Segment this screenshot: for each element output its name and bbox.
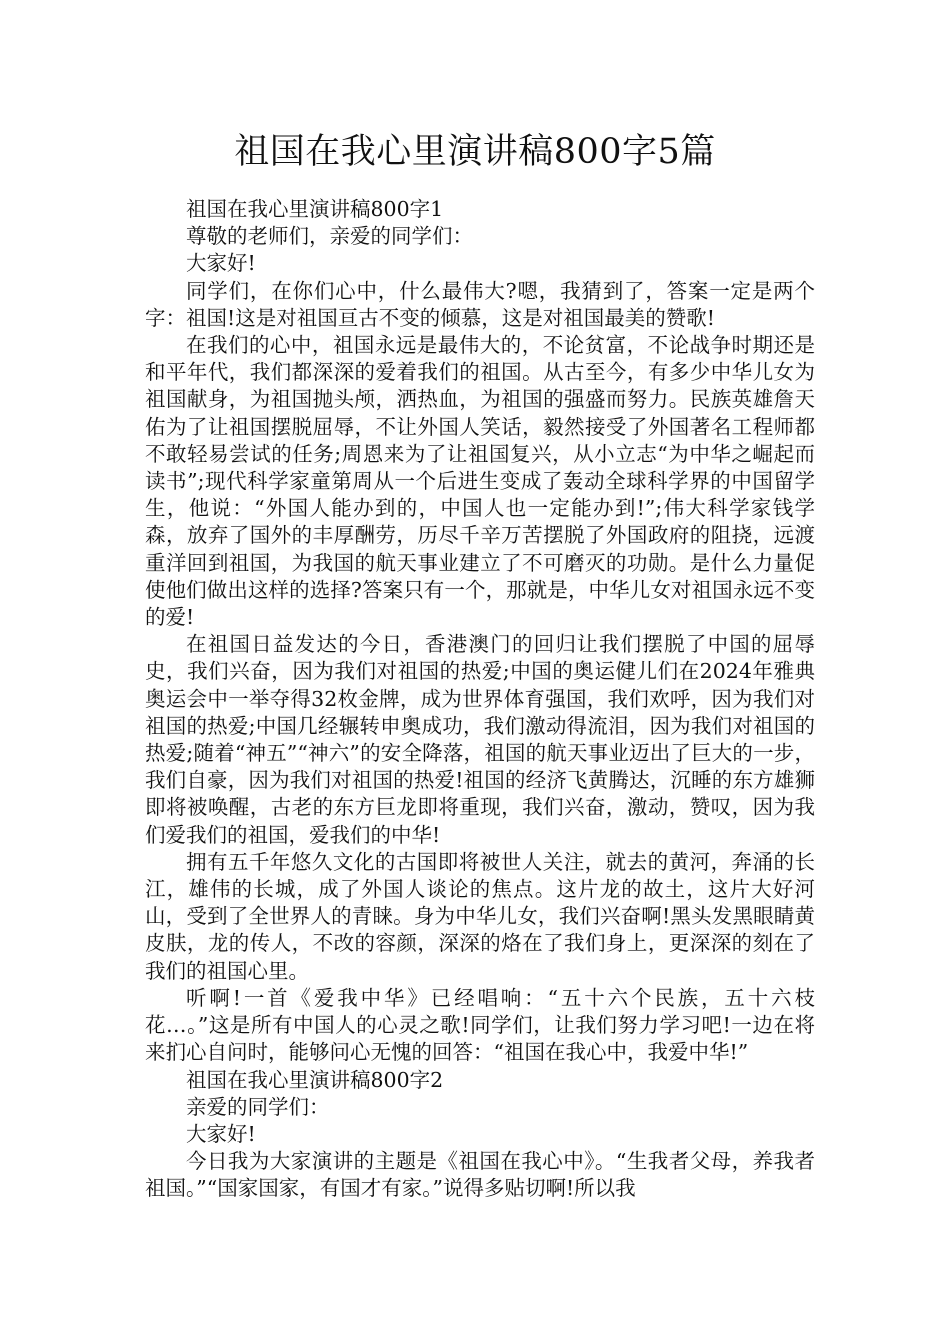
- document-body: [145, 196, 815, 1203]
- body-paragraph: 在祖国日益发达的今日，香港澳门的回归让我们摆脱了中国的屈辱史，我们兴奋，因为我们对祖国的热爱;中国的奥运健儿们在2024年雅典奥运会中一举夺得32枚金牌，成为世界体育强国，我们欢呼，因为我们对祖国的热爱;中国几经辗转申奥成功，我们激动得流泪，因为我们对祖国的热爱;随着“神五”“神六”的安全降落，祖国的航天事业迈出了巨大的一步，我们自豪，因为我们对祖国的热爱!祖国的经济飞黄腾达，沉睡的东方雄狮即将被唤醒，古老的东方巨龙即将重现，我们兴奋，激动，赞叹，因为我们爱我们的祖国，爱我们的中华!: [145, 632, 815, 847]
- body-paragraph: 今日我为大家演讲的主题是《祖国在我心中》。“生我者父母，养我者祖国。”“国家国家，有国才有家。”说得多贴切啊!所以我: [145, 1149, 815, 1201]
- greeting: 大家好!: [186, 1121, 256, 1146]
- body-paragraph: 在我们的心中，祖国永远是最伟大的，不论贫富，不论战争时期还是和平年代，我们都深深的爱着我们的祖国。从古至今，有多少中华儿女为祖国献身，为祖国抛头颅，洒热血，为祖国的强盛而努力。民族英雄詹天佑为了让祖国摆脱屈辱，不让外国人笑话，毅然接受了外国著名工程师都不敢轻易尝试的任务;周恩来为了让祖国复兴，从小立志“为中华之崛起而读书”;现代科学家童第周从一个后进生变成了轰动全球科学界的中国留学生，他说：“外国人能办到的，中国人也一定能办到!”;伟大科学家钱学森，放弃了国外的丰厚酬劳，历尽千辛万苦摆脱了外国政府的阻挠，远渡重洋回到祖国，为我国的航天事业建立了不可磨灭的功勋。是什么力量促使他们做出这样的选择?答案只有一个，那就是，中华儿女对祖国永远不变的爱!: [145, 333, 815, 630]
- body-paragraph: 听啊!一首《爱我中华》已经唱响：“五十六个民族，五十六枝花…。”这是所有中国人的心灵之歌!同学们，让我们努力学习吧!一边在将来扪心自问时，能够问心无愧的回答：“祖国在我心中，我爱中华!”: [145, 985, 815, 1065]
- section-heading: 祖国在我心里演讲稿800字2: [186, 1067, 444, 1092]
- salutation: 亲爱的同学们：: [186, 1094, 330, 1119]
- salutation: 尊敬的老师们，亲爱的同学们：: [186, 224, 473, 249]
- body-paragraph: 同学们，在你们心中，什么最伟大?嗯，我猜到了，答案一定是两个字：祖国!这是对祖国亘古不变的倾慕，这是对祖国最美的赞歌!: [145, 278, 815, 330]
- greeting: 大家好!: [186, 251, 256, 276]
- document-title: 祖国在我心里演讲稿800字5篇: [234, 132, 716, 172]
- section-heading: 祖国在我心里演讲稿800字1: [186, 197, 444, 221]
- body-paragraph: 拥有五千年悠久文化的古国即将被世人关注，就去的黄河，奔涌的长江，雄伟的长城，成了外国人谈论的焦点。这片龙的故土，这片大好河山，受到了全世界人的青睐。身为中华儿女，我们兴奋啊!黑头发黑眼睛黄皮肤，龙的传人，不改的容颜，深深的烙在了我们身上，更深深的刻在了我们的祖国心里。: [145, 849, 815, 983]
